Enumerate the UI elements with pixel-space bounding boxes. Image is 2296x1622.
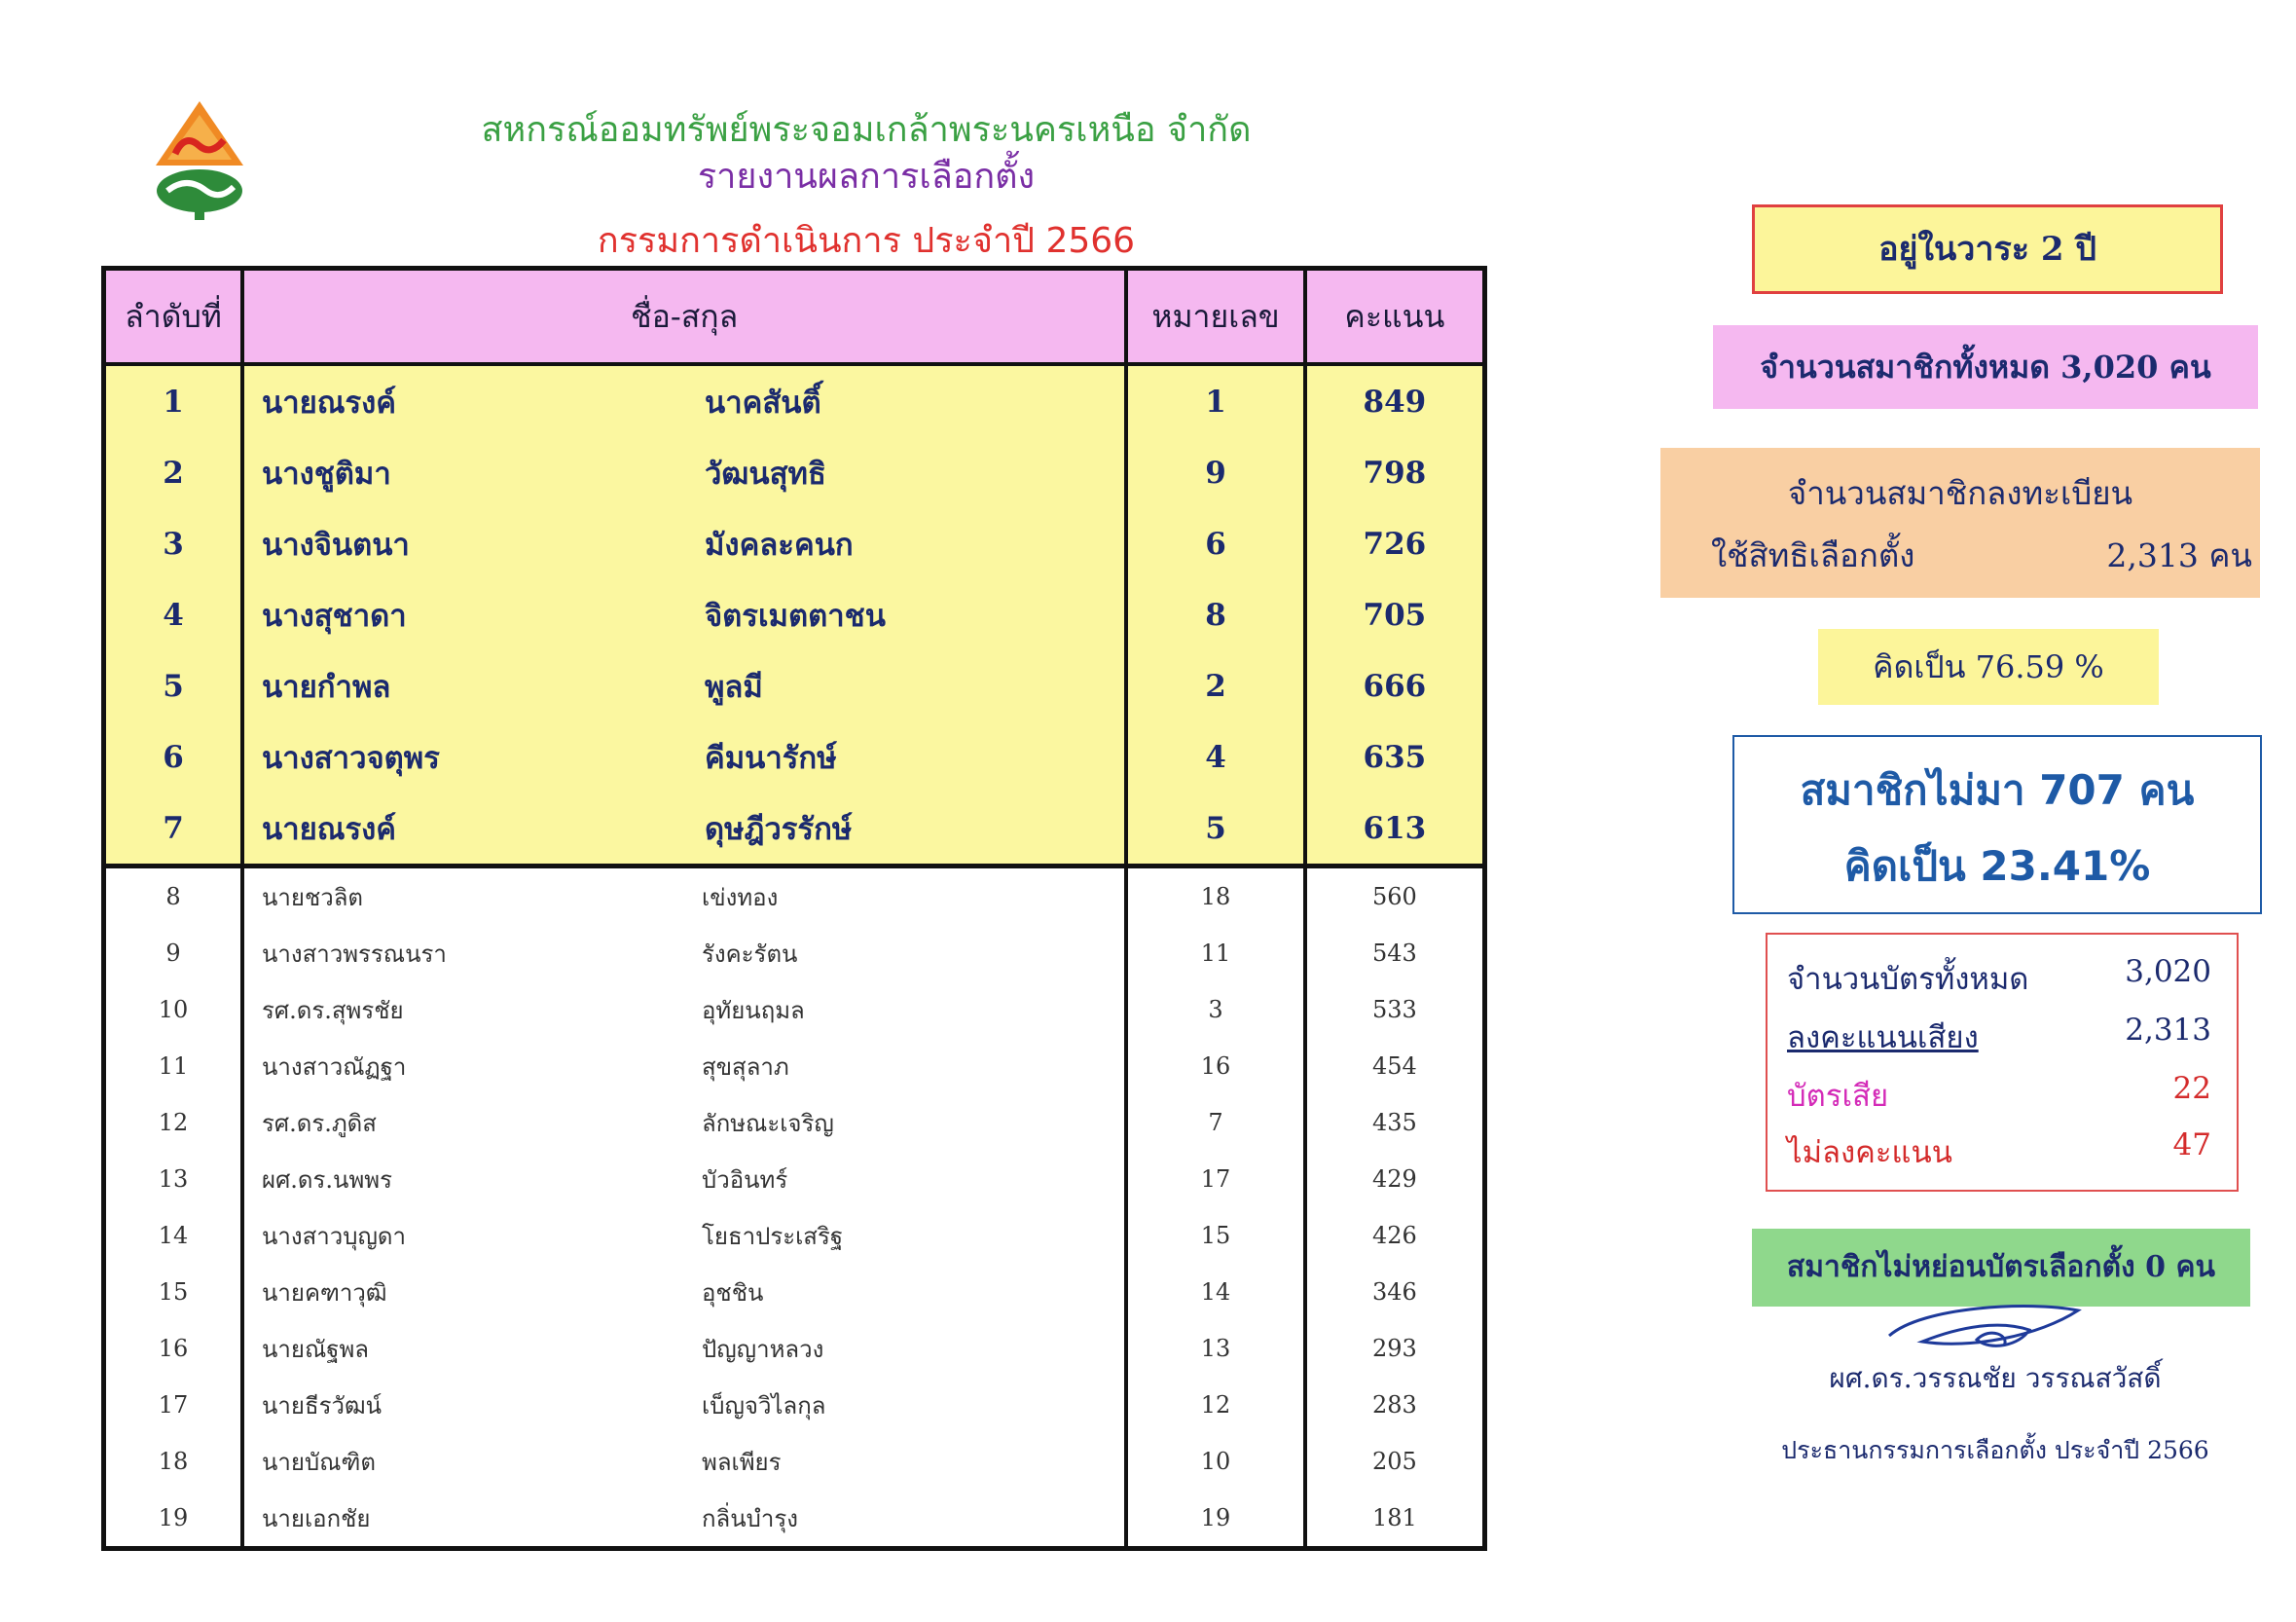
header-score: คะแนน [1305, 269, 1485, 365]
number-cell: 3 [1126, 981, 1305, 1038]
cooperative-logo-icon [146, 97, 253, 224]
ballots-box [1766, 933, 2239, 1192]
first-name: นางสาวจตุพร [262, 740, 440, 776]
ballot-row [1787, 1127, 2211, 1176]
first-name: นายคฑาวุฒิ [262, 1278, 387, 1307]
last-name: นาคสันติ์ [705, 385, 821, 421]
table-row [104, 1094, 1485, 1151]
score-cell: 426 [1305, 1207, 1485, 1264]
number-cell: 15 [1126, 1207, 1305, 1264]
last-name: ดุษฎีวรรักษ์ [705, 811, 853, 847]
rank-cell: 17 [104, 1377, 243, 1433]
name-cell [242, 1038, 1126, 1094]
table-row [104, 1433, 1485, 1490]
ballot-value: 3,020 [2125, 954, 2211, 989]
table-row [104, 1207, 1485, 1264]
score-cell: 293 [1305, 1320, 1485, 1377]
score-cell: 726 [1305, 508, 1485, 579]
name-cell [242, 721, 1126, 793]
last-name: ลักษณะเจริญ [702, 1109, 834, 1137]
table-row [104, 650, 1485, 721]
number-cell: 1 [1126, 364, 1305, 437]
name-cell [242, 508, 1126, 579]
ballot-label: บัตรเสีย [1787, 1079, 1889, 1114]
term-box: อยู่ในวาระ 2 ปี [1752, 204, 2223, 294]
rank-cell: 11 [104, 1038, 243, 1094]
first-name: นางสาวณัฏฐา [262, 1052, 407, 1081]
first-name: นางสาวพรรณนรา [262, 940, 447, 968]
name-cell [242, 1207, 1126, 1264]
table-row [104, 793, 1485, 866]
absent-percent: คิดเป็น 23.41% [1843, 842, 2151, 890]
rank-cell: 8 [104, 866, 243, 926]
table-row [104, 1151, 1485, 1207]
last-name: สุขสุลาภ [702, 1052, 789, 1081]
registered-label: จำนวนสมาชิกลงทะเบียน [1787, 474, 2133, 512]
rank-cell: 7 [104, 793, 243, 866]
ballot-label: ไม่ลงคะแนน [1787, 1135, 1952, 1170]
rank-cell: 18 [104, 1433, 243, 1490]
ballot-label: ลงคะแนนเสียง [1787, 1020, 1979, 1055]
first-name: นายกำพล [262, 669, 391, 705]
first-name: นางจินตนา [262, 527, 410, 563]
name-cell [242, 925, 1126, 981]
last-name: อุชชิน [702, 1278, 764, 1307]
number-cell: 10 [1126, 1433, 1305, 1490]
header-number: หมายเลข [1126, 269, 1305, 365]
table-row [104, 579, 1485, 650]
not-submitted-box: สมาชิกไม่หย่อนบัตรเลือกตั้ง 0 คน [1752, 1229, 2250, 1307]
last-name: วัฒนสุทธิ [705, 456, 826, 492]
signer-title: ประธานกรรมการเลือกตั้ง ประจำปี 2566 [1781, 1436, 2209, 1464]
last-name: จิตรเมตตาชน [705, 598, 886, 634]
last-name: โยธาประเสริฐ [702, 1222, 844, 1250]
voting-rights-label: ใช้สิทธิเลือกตั้ง [1711, 536, 1915, 574]
first-name: นางชูติมา [262, 456, 391, 492]
name-cell [242, 1490, 1126, 1549]
number-cell: 12 [1126, 1377, 1305, 1433]
score-cell: 798 [1305, 437, 1485, 508]
name-cell [242, 793, 1126, 866]
table-row [104, 437, 1485, 508]
score-cell: 705 [1305, 579, 1485, 650]
name-cell [242, 650, 1126, 721]
score-cell: 435 [1305, 1094, 1485, 1151]
report-title: รายงานผลการเลือกตั้ง [697, 157, 1036, 197]
number-cell: 18 [1126, 866, 1305, 926]
signature-icon [1883, 1297, 2107, 1359]
score-cell: 429 [1305, 1151, 1485, 1207]
score-cell: 283 [1305, 1377, 1485, 1433]
absent-count: สมาชิกไม่มา 707 คน [1800, 766, 2195, 814]
table-header-row [104, 269, 1485, 365]
rank-cell: 2 [104, 437, 243, 508]
score-cell: 454 [1305, 1038, 1485, 1094]
signer-name: ผศ.ดร.วรรณชัย วรรณสวัสดิ์ [1829, 1362, 2162, 1394]
ballot-value: 22 [2172, 1071, 2211, 1106]
rank-cell: 13 [104, 1151, 243, 1207]
first-name: นายณรงค์ [262, 385, 397, 421]
total-members-box: จำนวนสมาชิกทั้งหมด 3,020 คน [1713, 325, 2258, 409]
ballot-value: 2,313 [2125, 1013, 2211, 1048]
last-name: บัวอินทร์ [702, 1165, 788, 1194]
number-cell: 16 [1126, 1038, 1305, 1094]
table-row [104, 508, 1485, 579]
first-name: รศ.ดร.ภูดิส [262, 1109, 377, 1137]
table-row [104, 721, 1485, 793]
number-cell: 7 [1126, 1094, 1305, 1151]
last-name: คีมนารักษ์ [705, 740, 837, 776]
number-cell: 6 [1126, 508, 1305, 579]
ballot-row [1787, 954, 2211, 1003]
last-name: มังคละคนก [705, 527, 854, 563]
first-name: นางสาวบุญดา [262, 1222, 406, 1250]
ballot-row [1787, 1013, 2211, 1061]
number-cell: 17 [1126, 1151, 1305, 1207]
number-cell: 11 [1126, 925, 1305, 981]
table-row [104, 1377, 1485, 1433]
table-row [104, 981, 1485, 1038]
name-cell [242, 981, 1126, 1038]
committee-title: กรรมการดำเนินการ ประจำปี 2566 [597, 221, 1136, 261]
rank-cell: 4 [104, 579, 243, 650]
first-name: รศ.ดร.สุพรชัย [262, 996, 404, 1024]
score-cell: 849 [1305, 364, 1485, 437]
last-name: อุทัยนฤมล [702, 996, 805, 1024]
number-cell: 9 [1126, 437, 1305, 508]
ballot-value: 47 [2172, 1127, 2211, 1162]
rank-cell: 9 [104, 925, 243, 981]
table-row [104, 925, 1485, 981]
first-name: นางสุชาดา [262, 598, 407, 634]
name-cell [242, 1151, 1126, 1207]
number-cell: 5 [1126, 793, 1305, 866]
first-name: นายเอกชัย [262, 1504, 371, 1532]
election-results-table [101, 266, 1487, 1551]
score-cell: 346 [1305, 1264, 1485, 1320]
score-cell: 635 [1305, 721, 1485, 793]
turnout-percent-box: คิดเป็น 76.59 % [1818, 629, 2159, 705]
number-cell: 13 [1126, 1320, 1305, 1377]
name-cell [242, 1433, 1126, 1490]
number-cell: 14 [1126, 1264, 1305, 1320]
rank-cell: 15 [104, 1264, 243, 1320]
name-cell [242, 1094, 1126, 1151]
name-cell [242, 437, 1126, 508]
rank-cell: 1 [104, 364, 243, 437]
score-cell: 613 [1305, 793, 1485, 866]
last-name: รังคะรัตน [702, 940, 798, 968]
first-name: นายธีรวัฒน์ [262, 1391, 383, 1419]
number-cell: 19 [1126, 1490, 1305, 1549]
rank-cell: 12 [104, 1094, 243, 1151]
number-cell: 8 [1126, 579, 1305, 650]
name-cell [242, 1377, 1126, 1433]
rank-cell: 19 [104, 1490, 243, 1549]
header-rank: ลำดับที่ [104, 269, 243, 365]
name-cell [242, 1264, 1126, 1320]
first-name: นายชวลิต [262, 883, 364, 911]
voting-rights-value: 2,313 คน [2106, 536, 2252, 574]
first-name: นายณรงค์ [262, 811, 397, 847]
score-cell: 543 [1305, 925, 1485, 981]
first-name: นายบัณฑิต [262, 1448, 376, 1476]
number-cell: 2 [1126, 650, 1305, 721]
header-name: ชื่อ-สกุล [242, 269, 1126, 365]
name-cell [242, 1320, 1126, 1377]
rank-cell: 16 [104, 1320, 243, 1377]
organization-name: สหกรณ์ออมทรัพย์พระจอมเกล้าพระนครเหนือ จำกัด [481, 110, 1252, 150]
absent-members-box [1732, 735, 2262, 914]
table-row [104, 1320, 1485, 1377]
rank-cell: 14 [104, 1207, 243, 1264]
score-cell: 181 [1305, 1490, 1485, 1549]
name-cell [242, 866, 1126, 926]
score-cell: 560 [1305, 866, 1485, 926]
first-name: นายณัฐพล [262, 1335, 369, 1363]
last-name: พูลมี [705, 669, 763, 705]
registered-box [1660, 448, 2260, 598]
first-name: ผศ.ดร.นพพร [262, 1165, 392, 1194]
table-row [104, 1038, 1485, 1094]
rank-cell: 6 [104, 721, 243, 793]
last-name: เข่งทอง [702, 883, 779, 911]
last-name: กลิ่นบำรุง [702, 1504, 798, 1532]
table-row [104, 1264, 1485, 1320]
ballot-row [1787, 1071, 2211, 1120]
ballot-label: จำนวนบัตรทั้งหมด [1787, 962, 2029, 997]
number-cell: 4 [1126, 721, 1305, 793]
table-row [104, 1490, 1485, 1549]
rank-cell: 3 [104, 508, 243, 579]
score-cell: 666 [1305, 650, 1485, 721]
score-cell: 533 [1305, 981, 1485, 1038]
score-cell: 205 [1305, 1433, 1485, 1490]
name-cell [242, 364, 1126, 437]
table-row [104, 866, 1485, 926]
last-name: ปัญญาหลวง [702, 1335, 824, 1363]
name-cell [242, 579, 1126, 650]
rank-cell: 10 [104, 981, 243, 1038]
table-row [104, 364, 1485, 437]
last-name: เบ็ญจวิไลกุล [702, 1391, 826, 1419]
rank-cell: 5 [104, 650, 243, 721]
last-name: พลเพียร [702, 1448, 782, 1476]
